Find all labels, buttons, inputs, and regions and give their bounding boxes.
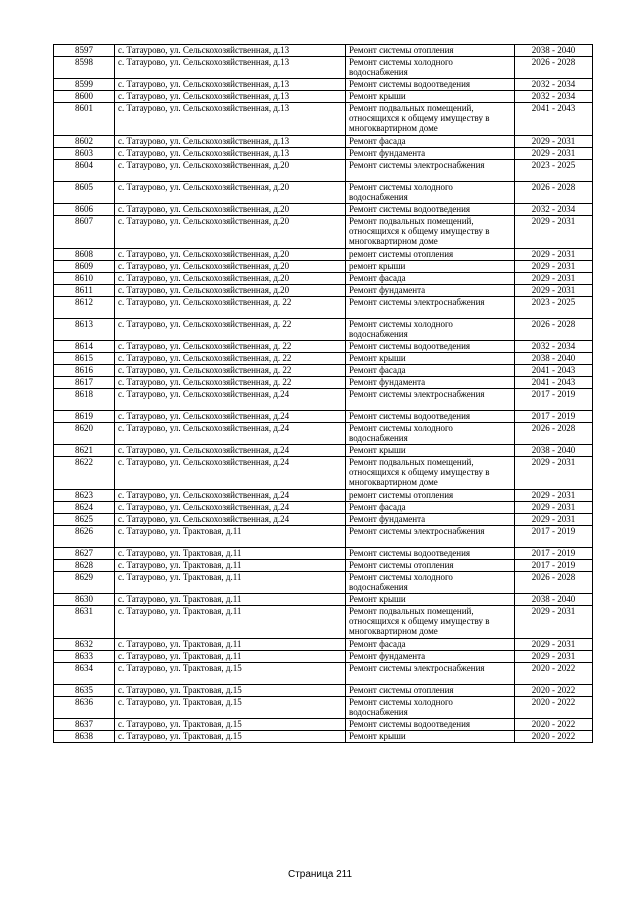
cell-work-type: Ремонт фундамента — [346, 148, 515, 160]
cell-address: с. Татаурово, ул. Трактовая, д.15 — [115, 697, 346, 719]
cell-years: 2029 - 2031 — [515, 651, 593, 663]
cell-years: 2020 - 2022 — [515, 731, 593, 743]
cell-work-type: Ремонт системы холодного водоснабжения — [346, 697, 515, 719]
cell-address: с. Татаурово, ул. Сельскохозяйственная, д. 22 — [115, 319, 346, 341]
table-row — [54, 548, 593, 560]
cell-number: 8599 — [54, 79, 115, 91]
cell-address: с. Татаурово, ул. Трактовая, д.11 — [115, 639, 346, 651]
cell-years: 2017 - 2019 — [515, 389, 593, 411]
cell-number: 8628 — [54, 560, 115, 572]
cell-number: 8620 — [54, 423, 115, 445]
cell-years: 2023 - 2025 — [515, 160, 593, 182]
cell-address: с. Татаурово, ул. Сельскохозяйственная, д. 22 — [115, 341, 346, 353]
cell-years: 2029 - 2031 — [515, 457, 593, 490]
cell-number: 8601 — [54, 103, 115, 136]
cell-number: 8631 — [54, 606, 115, 639]
cell-address: с. Татаурово, ул. Сельскохозяйственная, д.20 — [115, 273, 346, 285]
cell-years: 2026 - 2028 — [515, 572, 593, 594]
cell-work-type: Ремонт системы водоотведения — [346, 411, 515, 423]
cell-work-type: Ремонт системы водоотведения — [346, 79, 515, 91]
cell-address: с. Татаурово, ул. Сельскохозяйственная, д.13 — [115, 79, 346, 91]
cell-work-type: Ремонт фасада — [346, 502, 515, 514]
cell-number: 8625 — [54, 514, 115, 526]
cell-number: 8638 — [54, 731, 115, 743]
cell-years: 2020 - 2022 — [515, 697, 593, 719]
cell-work-type: Ремонт фасада — [346, 639, 515, 651]
cell-number: 8633 — [54, 651, 115, 663]
table-row — [54, 594, 593, 606]
cell-address: с. Татаурово, ул. Сельскохозяйственная, д. 22 — [115, 365, 346, 377]
cell-work-type: Ремонт крыши — [346, 731, 515, 743]
table-row — [54, 103, 593, 136]
cell-number: 8612 — [54, 297, 115, 319]
cell-number: 8611 — [54, 285, 115, 297]
cell-number: 8600 — [54, 91, 115, 103]
table-row — [54, 560, 593, 572]
cell-work-type: Ремонт фундамента — [346, 514, 515, 526]
cell-work-type: Ремонт фасада — [346, 136, 515, 148]
table-row — [54, 91, 593, 103]
cell-number: 8617 — [54, 377, 115, 389]
cell-address: с. Татаурово, ул. Сельскохозяйственная, д.24 — [115, 423, 346, 445]
cell-work-type: Ремонт фундамента — [346, 377, 515, 389]
table-row — [54, 639, 593, 651]
table-row — [54, 457, 593, 490]
cell-number: 8607 — [54, 216, 115, 249]
cell-years: 2029 - 2031 — [515, 606, 593, 639]
cell-number: 8637 — [54, 719, 115, 731]
table-row — [54, 731, 593, 743]
table-row — [54, 697, 593, 719]
cell-work-type: Ремонт системы отопления — [346, 685, 515, 697]
cell-address: с. Татаурово, ул. Сельскохозяйственная, д.13 — [115, 57, 346, 79]
cell-number: 8632 — [54, 639, 115, 651]
cell-years: 2017 - 2019 — [515, 560, 593, 572]
cell-work-type: Ремонт системы отопления — [346, 45, 515, 57]
cell-years: 2029 - 2031 — [515, 502, 593, 514]
cell-years: 2029 - 2031 — [515, 216, 593, 249]
table-row — [54, 353, 593, 365]
cell-work-type: Ремонт фундамента — [346, 651, 515, 663]
cell-work-type: Ремонт крыши — [346, 353, 515, 365]
cell-years: 2029 - 2031 — [515, 285, 593, 297]
cell-number: 8597 — [54, 45, 115, 57]
cell-address: с. Татаурово, ул. Сельскохозяйственная, д.24 — [115, 514, 346, 526]
table-row — [54, 45, 593, 57]
cell-years: 2029 - 2031 — [515, 148, 593, 160]
cell-work-type: Ремонт системы водоотведения — [346, 719, 515, 731]
cell-years: 2038 - 2040 — [515, 445, 593, 457]
table-row — [54, 663, 593, 685]
cell-work-type: Ремонт системы холодного водоснабжения — [346, 572, 515, 594]
cell-address: с. Татаурово, ул. Сельскохозяйственная, д. 22 — [115, 297, 346, 319]
cell-work-type: Ремонт фасада — [346, 273, 515, 285]
table-row — [54, 685, 593, 697]
table-body — [54, 45, 593, 743]
table-row — [54, 273, 593, 285]
cell-address: с. Татаурово, ул. Сельскохозяйственная, д.20 — [115, 261, 346, 273]
cell-number: 8636 — [54, 697, 115, 719]
table-row — [54, 572, 593, 594]
cell-years: 2032 - 2034 — [515, 204, 593, 216]
table-row — [54, 445, 593, 457]
cell-address: с. Татаурово, ул. Сельскохозяйственная, д.20 — [115, 216, 346, 249]
cell-years: 2017 - 2019 — [515, 411, 593, 423]
cell-address: с. Татаурово, ул. Сельскохозяйственная, д.20 — [115, 160, 346, 182]
cell-years: 2029 - 2031 — [515, 249, 593, 261]
table-row — [54, 411, 593, 423]
cell-number: 8606 — [54, 204, 115, 216]
cell-address: с. Татаурово, ул. Трактовая, д.15 — [115, 663, 346, 685]
table-row — [54, 606, 593, 639]
cell-work-type: Ремонт системы водоотведения — [346, 341, 515, 353]
cell-number: 8598 — [54, 57, 115, 79]
cell-address: с. Татаурово, ул. Сельскохозяйственная, д. 22 — [115, 353, 346, 365]
cell-address: с. Татаурово, ул. Трактовая, д.11 — [115, 572, 346, 594]
cell-address: с. Татаурово, ул. Трактовая, д.11 — [115, 594, 346, 606]
cell-address: с. Татаурово, ул. Сельскохозяйственная, д.20 — [115, 285, 346, 297]
cell-years: 2029 - 2031 — [515, 273, 593, 285]
cell-work-type: Ремонт подвальных помещений, относящихся к общему имуществу в многоквартирном доме — [346, 216, 515, 249]
cell-address: с. Татаурово, ул. Трактовая, д.15 — [115, 719, 346, 731]
cell-number: 8626 — [54, 526, 115, 548]
cell-work-type: Ремонт системы холодного водоснабжения — [346, 57, 515, 79]
cell-number: 8608 — [54, 249, 115, 261]
cell-address: с. Татаурово, ул. Сельскохозяйственная, д.24 — [115, 389, 346, 411]
table-row — [54, 79, 593, 91]
cell-years: 2032 - 2034 — [515, 79, 593, 91]
cell-address: с. Татаурово, ул. Трактовая, д.11 — [115, 651, 346, 663]
cell-work-type: Ремонт системы электроснабжения — [346, 526, 515, 548]
cell-years: 2041 - 2043 — [515, 103, 593, 136]
table-row — [54, 319, 593, 341]
cell-address: с. Татаурово, ул. Сельскохозяйственная, д.24 — [115, 457, 346, 490]
table-row — [54, 377, 593, 389]
table-row — [54, 341, 593, 353]
table-row — [54, 136, 593, 148]
cell-address: с. Татаурово, ул. Трактовая, д.11 — [115, 560, 346, 572]
table-row — [54, 389, 593, 411]
table-row — [54, 148, 593, 160]
cell-address: с. Татаурово, ул. Трактовая, д.11 — [115, 606, 346, 639]
cell-years: 2020 - 2022 — [515, 685, 593, 697]
cell-work-type: Ремонт системы водоотведения — [346, 204, 515, 216]
cell-work-type: Ремонт подвальных помещений, относящихся к общему имуществу в многоквартирном доме — [346, 606, 515, 639]
table-row — [54, 204, 593, 216]
cell-number: 8605 — [54, 182, 115, 204]
cell-work-type: Ремонт фасада — [346, 365, 515, 377]
cell-address: с. Татаурово, ул. Сельскохозяйственная, д.13 — [115, 91, 346, 103]
cell-address: с. Татаурово, ул. Трактовая, д.15 — [115, 731, 346, 743]
table-row — [54, 651, 593, 663]
cell-number: 8619 — [54, 411, 115, 423]
cell-address: с. Татаурово, ул. Трактовая, д.11 — [115, 526, 346, 548]
cell-years: 2023 - 2025 — [515, 297, 593, 319]
cell-address: с. Татаурово, ул. Трактовая, д.15 — [115, 685, 346, 697]
cell-work-type: Ремонт крыши — [346, 445, 515, 457]
cell-years: 2029 - 2031 — [515, 136, 593, 148]
table-row — [54, 249, 593, 261]
table-row — [54, 502, 593, 514]
page-number: Страница 211 — [287, 869, 353, 880]
cell-work-type: Ремонт системы электроснабжения — [346, 160, 515, 182]
table-row — [54, 285, 593, 297]
cell-work-type: ремонт крыши — [346, 261, 515, 273]
cell-number: 8613 — [54, 319, 115, 341]
cell-years: 2020 - 2022 — [515, 719, 593, 731]
cell-address: с. Татаурово, ул. Трактовая, д.11 — [115, 548, 346, 560]
cell-number: 8603 — [54, 148, 115, 160]
cell-work-type: Ремонт системы электроснабжения — [346, 297, 515, 319]
cell-address: с. Татаурово, ул. Сельскохозяйственная, д.13 — [115, 148, 346, 160]
cell-years: 2026 - 2028 — [515, 182, 593, 204]
cell-work-type: Ремонт системы водоотведения — [346, 548, 515, 560]
cell-work-type: ремонт системы отопления — [346, 490, 515, 502]
cell-work-type: Ремонт системы отопления — [346, 560, 515, 572]
table-row — [54, 719, 593, 731]
table-row — [54, 365, 593, 377]
cell-years: 2026 - 2028 — [515, 319, 593, 341]
cell-number: 8604 — [54, 160, 115, 182]
cell-address: с. Татаурово, ул. Сельскохозяйственная, д.24 — [115, 490, 346, 502]
cell-address: с. Татаурово, ул. Сельскохозяйственная, д.20 — [115, 204, 346, 216]
cell-number: 8614 — [54, 341, 115, 353]
table-row — [54, 423, 593, 445]
cell-work-type: ремонт системы отопления — [346, 249, 515, 261]
cell-work-type: Ремонт системы холодного водоснабжения — [346, 182, 515, 204]
table-row — [54, 160, 593, 182]
cell-number: 8635 — [54, 685, 115, 697]
cell-work-type: Ремонт системы холодного водоснабжения — [346, 423, 515, 445]
cell-number: 8623 — [54, 490, 115, 502]
repair-schedule-table — [53, 44, 593, 743]
cell-address: с. Татаурово, ул. Сельскохозяйственная, д.20 — [115, 182, 346, 204]
cell-number: 8629 — [54, 572, 115, 594]
cell-years: 2041 - 2043 — [515, 377, 593, 389]
cell-years: 2017 - 2019 — [515, 548, 593, 560]
cell-number: 8610 — [54, 273, 115, 285]
cell-address: с. Татаурово, ул. Сельскохозяйственная, д.13 — [115, 103, 346, 136]
cell-work-type: Ремонт крыши — [346, 594, 515, 606]
table-row — [54, 216, 593, 249]
cell-address: с. Татаурово, ул. Сельскохозяйственная, д.13 — [115, 136, 346, 148]
cell-number: 8630 — [54, 594, 115, 606]
cell-address: с. Татаурово, ул. Сельскохозяйственная, д.24 — [115, 445, 346, 457]
cell-number: 8609 — [54, 261, 115, 273]
cell-work-type: Ремонт системы электроснабжения — [346, 663, 515, 685]
cell-number: 8616 — [54, 365, 115, 377]
cell-years: 2017 - 2019 — [515, 526, 593, 548]
cell-work-type: Ремонт крыши — [346, 91, 515, 103]
cell-years: 2029 - 2031 — [515, 261, 593, 273]
cell-work-type: Ремонт подвальных помещений, относящихся к общему имуществу в многоквартирном доме — [346, 457, 515, 490]
cell-years: 2041 - 2043 — [515, 365, 593, 377]
table-row — [54, 490, 593, 502]
table-row — [54, 182, 593, 204]
cell-number: 8621 — [54, 445, 115, 457]
table-row — [54, 297, 593, 319]
table-row — [54, 526, 593, 548]
cell-years: 2038 - 2040 — [515, 45, 593, 57]
cell-number: 8634 — [54, 663, 115, 685]
cell-years: 2029 - 2031 — [515, 639, 593, 651]
cell-years: 2026 - 2028 — [515, 423, 593, 445]
cell-address: с. Татаурово, ул. Сельскохозяйственная, д.24 — [115, 411, 346, 423]
cell-years: 2038 - 2040 — [515, 594, 593, 606]
cell-number: 8615 — [54, 353, 115, 365]
cell-number: 8624 — [54, 502, 115, 514]
cell-address: с. Татаурово, ул. Сельскохозяйственная, д. 22 — [115, 377, 346, 389]
cell-work-type: Ремонт фундамента — [346, 285, 515, 297]
cell-address: с. Татаурово, ул. Сельскохозяйственная, д.20 — [115, 249, 346, 261]
cell-work-type: Ремонт системы холодного водоснабжения — [346, 319, 515, 341]
table-row — [54, 514, 593, 526]
cell-years: 2029 - 2031 — [515, 514, 593, 526]
cell-work-type: Ремонт системы электроснабжения — [346, 389, 515, 411]
cell-number: 8618 — [54, 389, 115, 411]
cell-years: 2026 - 2028 — [515, 57, 593, 79]
cell-address: с. Татаурово, ул. Сельскохозяйственная, д.24 — [115, 502, 346, 514]
cell-address: с. Татаурово, ул. Сельскохозяйственная, д.13 — [115, 45, 346, 57]
cell-number: 8602 — [54, 136, 115, 148]
table-row — [54, 57, 593, 79]
cell-years: 2032 - 2034 — [515, 91, 593, 103]
cell-years: 2020 - 2022 — [515, 663, 593, 685]
cell-number: 8627 — [54, 548, 115, 560]
cell-years: 2038 - 2040 — [515, 353, 593, 365]
table-row — [54, 261, 593, 273]
cell-number: 8622 — [54, 457, 115, 490]
cell-years: 2029 - 2031 — [515, 490, 593, 502]
cell-years: 2032 - 2034 — [515, 341, 593, 353]
cell-work-type: Ремонт подвальных помещений, относящихся к общему имуществу в многоквартирном доме — [346, 103, 515, 136]
